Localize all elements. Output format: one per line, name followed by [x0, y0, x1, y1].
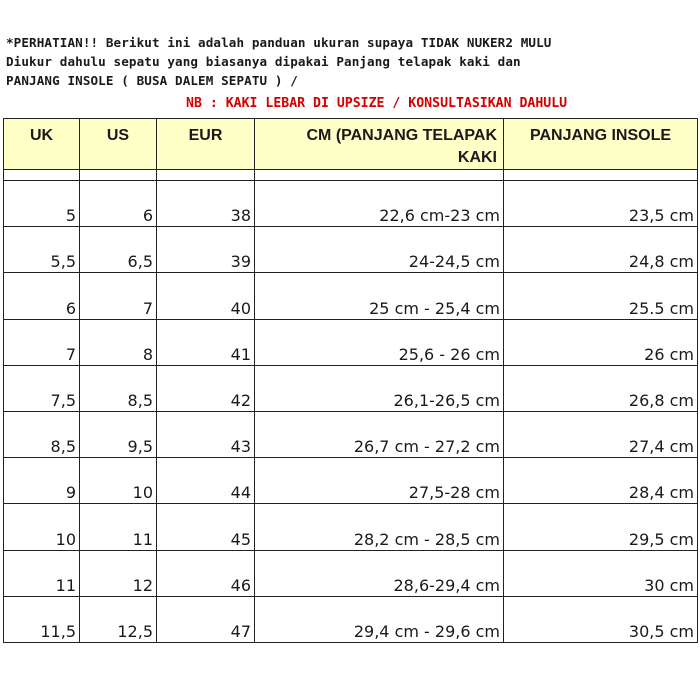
- table-row: [4, 411, 698, 457]
- cell-cm: 22,6 cm-23 cm: [255, 181, 504, 227]
- cell-uk: 9: [4, 458, 80, 504]
- header-us: US: [80, 119, 157, 170]
- cell-insole: 28,4 cm: [504, 458, 698, 504]
- cell-cm: 28,2 cm - 28,5 cm: [255, 504, 504, 550]
- spacer-cell: [255, 170, 504, 181]
- cell-cm: 26,1-26,5 cm: [255, 365, 504, 411]
- cell-uk: 5,5: [4, 227, 80, 273]
- cell-us: 12,5: [80, 596, 157, 642]
- cell-cm: 26,7 cm - 27,2 cm: [255, 411, 504, 457]
- cell-us: 8,5: [80, 365, 157, 411]
- cell-eur: 43: [157, 411, 255, 457]
- cell-cm: 25 cm - 25,4 cm: [255, 273, 504, 319]
- cell-eur: 39: [157, 227, 255, 273]
- cell-uk: 7: [4, 319, 80, 365]
- table-row: [4, 550, 698, 596]
- cell-eur: 47: [157, 596, 255, 642]
- cell-insole: 23,5 cm: [504, 181, 698, 227]
- notice-line-3: PANJANG INSOLE ( BUSA DALEM SEPATU ) /: [6, 73, 298, 88]
- cell-eur: 44: [157, 458, 255, 504]
- cell-eur: 45: [157, 504, 255, 550]
- cell-uk: 8,5: [4, 411, 80, 457]
- header-insole: PANJANG INSOLE: [504, 119, 698, 170]
- cell-uk: 11: [4, 550, 80, 596]
- spacer-cell: [504, 170, 698, 181]
- cell-insole: 26,8 cm: [504, 365, 698, 411]
- cell-eur: 42: [157, 365, 255, 411]
- cell-insole: 26 cm: [504, 319, 698, 365]
- cell-us: 11: [80, 504, 157, 550]
- table-header-row: [4, 119, 698, 170]
- cell-uk: 6: [4, 273, 80, 319]
- cell-cm: 25,6 - 26 cm: [255, 319, 504, 365]
- cell-eur: 40: [157, 273, 255, 319]
- notice-line-1: *PERHATIAN!! Berikut ini adalah panduan ukuran supaya TIDAK NUKER2 MULU: [6, 35, 552, 50]
- cell-us: 8: [80, 319, 157, 365]
- notice-line-2: Diukur dahulu sepatu yang biasanya dipakai Panjang telapak kaki dan: [6, 54, 521, 69]
- cell-insole: 24,8 cm: [504, 227, 698, 273]
- cell-eur: 38: [157, 181, 255, 227]
- header-cm-line2: KAKI: [457, 149, 497, 166]
- table-row: [4, 227, 698, 273]
- cell-insole: 29,5 cm: [504, 504, 698, 550]
- cell-eur: 41: [157, 319, 255, 365]
- cell-cm: 24-24,5 cm: [255, 227, 504, 273]
- table-row: [4, 273, 698, 319]
- spacer-cell: [80, 170, 157, 181]
- cell-cm: 29,4 cm - 29,6 cm: [255, 596, 504, 642]
- table-row: [4, 504, 698, 550]
- cell-us: 9,5: [80, 411, 157, 457]
- cell-insole: 30 cm: [504, 550, 698, 596]
- size-chart-table: [3, 118, 698, 643]
- cell-us: 7: [80, 273, 157, 319]
- cell-us: 10: [80, 458, 157, 504]
- cell-us: 6,5: [80, 227, 157, 273]
- cell-cm: 27,5-28 cm: [255, 458, 504, 504]
- cell-us: 6: [80, 181, 157, 227]
- cell-eur: 46: [157, 550, 255, 596]
- header-cm: [255, 119, 504, 170]
- table-row: [4, 596, 698, 642]
- spacer-cell: [4, 170, 80, 181]
- cell-insole: 30,5 cm: [504, 596, 698, 642]
- header-cm-line1: CM (PANJANG TELAPAK: [306, 127, 497, 144]
- spacer-row: [4, 170, 698, 181]
- cell-insole: 25.5 cm: [504, 273, 698, 319]
- table-row: [4, 458, 698, 504]
- cell-uk: 5: [4, 181, 80, 227]
- table-row: [4, 319, 698, 365]
- cell-cm: 28,6-29,4 cm: [255, 550, 504, 596]
- spacer-cell: [157, 170, 255, 181]
- table-row: [4, 365, 698, 411]
- header-eur: EUR: [157, 119, 255, 170]
- cell-uk: 11,5: [4, 596, 80, 642]
- notice-block: [6, 33, 696, 90]
- table-row: [4, 181, 698, 227]
- cell-insole: 27,4 cm: [504, 411, 698, 457]
- cell-uk: 7,5: [4, 365, 80, 411]
- header-uk: UK: [4, 119, 80, 170]
- nb-note: NB : KAKI LEBAR DI UPSIZE / KONSULTASIKAN DAHULU: [186, 96, 568, 111]
- cell-uk: 10: [4, 504, 80, 550]
- cell-us: 12: [80, 550, 157, 596]
